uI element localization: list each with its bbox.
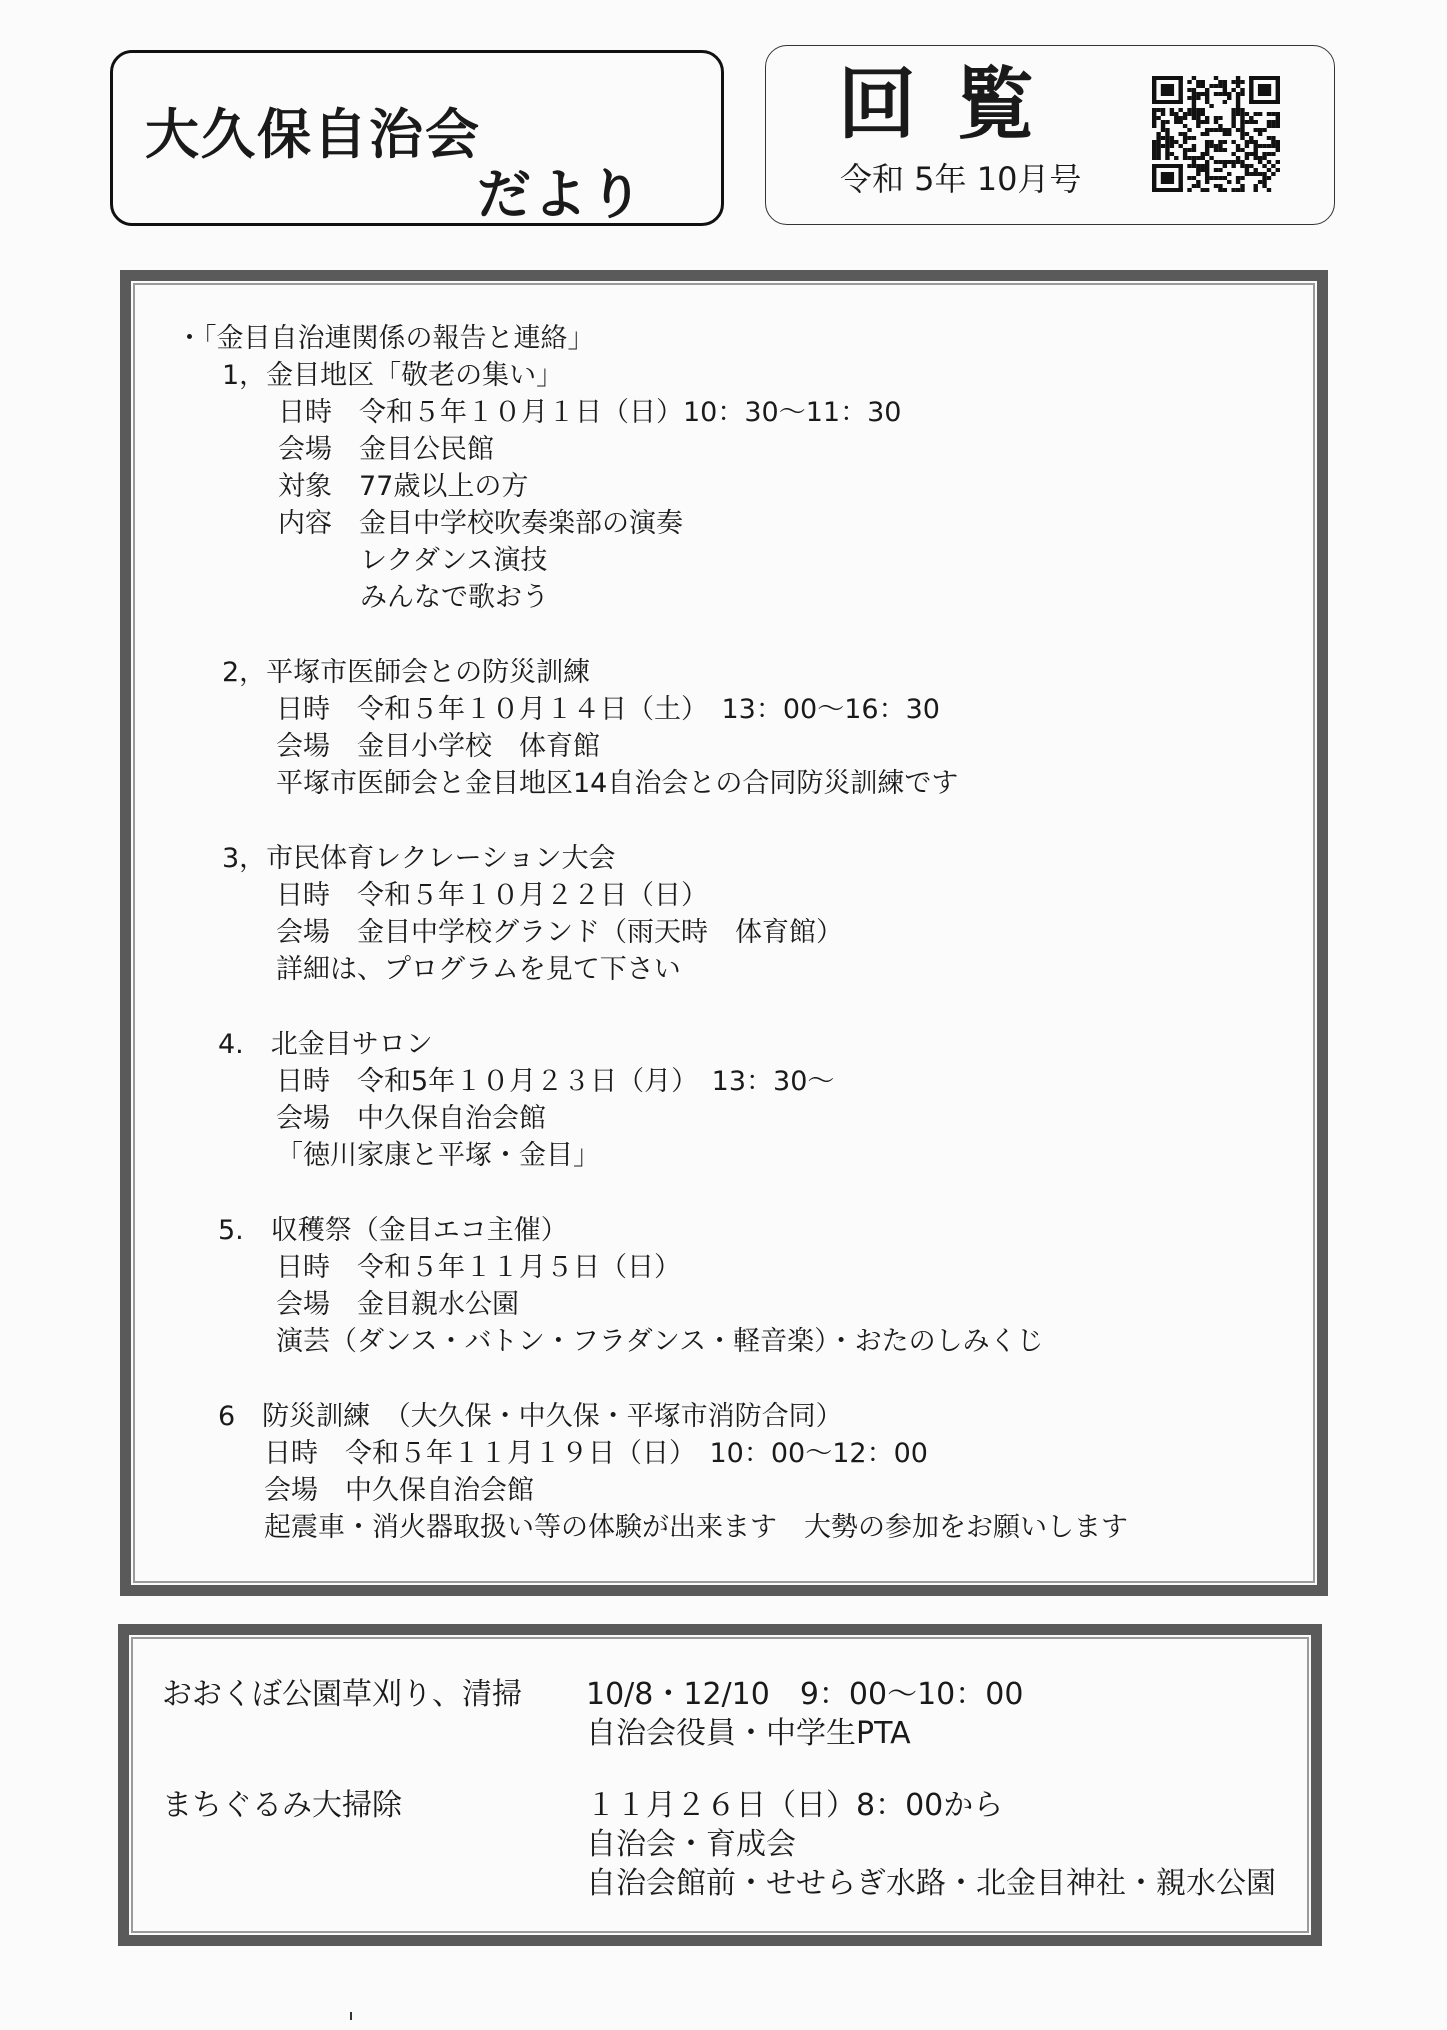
event-label: おおくぼ公園草刈り、清掃 bbox=[162, 1677, 522, 1712]
item-line: 会場 中久保自治会館 bbox=[276, 1103, 546, 1134]
item-title: 1，金目地区「敬老の集い」 bbox=[222, 360, 564, 391]
newsletter-title-line1: 大久保自治会 bbox=[145, 103, 481, 166]
item-title: 4. 北金目サロン bbox=[218, 1029, 433, 1060]
item-line: 詳細は、プログラムを見て下さい bbox=[276, 954, 681, 985]
item-line: 会場 金目親水公園 bbox=[276, 1289, 519, 1320]
item-title: 3，市民体育レクレーション大会 bbox=[222, 843, 616, 874]
item-line: 会場 金目中学校グランド（雨天時 体育館） bbox=[276, 917, 843, 948]
issue-date: 令和 5年 10月号 bbox=[840, 160, 1082, 198]
item-line: 演芸（ダンス・バトン・フラダンス・軽音楽）・おたのしみくじ bbox=[276, 1326, 1044, 1357]
event-detail: 自治会役員・中学生PTA bbox=[586, 1716, 911, 1751]
item-line: 会場 金目小学校 体育館 bbox=[276, 731, 600, 762]
item-line: 日時 令和5年１０月２３日（月） 13：30～ bbox=[276, 1066, 835, 1097]
qr-code-icon bbox=[1152, 76, 1280, 192]
item-line: 起震車・消火器取扱い等の体験が出来ます 大勢の参加をお願いします bbox=[264, 1512, 1128, 1543]
event-detail: １１月２６日（日）8：00から bbox=[586, 1788, 1004, 1823]
item-line: 会場 金目公民館 bbox=[278, 434, 494, 465]
stray-mark bbox=[350, 2012, 352, 2020]
event-label: まちぐるみ大掃除 bbox=[162, 1788, 402, 1823]
circulation-label: 回覧 bbox=[838, 60, 1075, 150]
item-line: 日時 令和５年１０月１日（日）10：30～11：30 bbox=[278, 397, 902, 428]
item-line: 「徳川家康と平塚・金目」 bbox=[276, 1140, 600, 1171]
item-line: 対象 77歳以上の方 bbox=[278, 471, 529, 502]
item-line: 日時 令和５年１０月１４日（土） 13：00～16：30 bbox=[276, 694, 940, 725]
item-title: 2，平塚市医師会との防災訓練 bbox=[222, 657, 591, 688]
event-detail: 自治会館前・せせらぎ水路・北金目神社・親水公園 bbox=[586, 1866, 1276, 1901]
event-detail: 自治会・育成会 bbox=[586, 1827, 796, 1862]
item-line: 日時 令和５年１１月５日（日） bbox=[276, 1252, 681, 1283]
item-line: 平塚市医師会と金目地区14自治会との合同防災訓練です bbox=[276, 768, 959, 799]
newsletter-title-line2: だより bbox=[477, 163, 645, 226]
item-line: 日時 令和５年１０月２２日（日） bbox=[276, 880, 708, 911]
item-line: 日時 令和５年１１月１９日（日） 10：00～12：00 bbox=[264, 1438, 928, 1469]
section-heading: ・「金目自治連関係の報告と連絡」 bbox=[176, 323, 595, 354]
item-title: 6 防災訓練 （大久保・中久保・平塚市消防合同） bbox=[218, 1401, 843, 1432]
item-line: レクダンス演技 bbox=[360, 545, 548, 576]
item-line: みんなで歌おう bbox=[360, 582, 549, 613]
item-line: 会場 中久保自治会館 bbox=[264, 1475, 534, 1506]
event-detail: 10/8・12/10 9：00～10：00 bbox=[586, 1677, 1024, 1712]
item-title: 5. 収穫祭（金目エコ主催） bbox=[218, 1215, 568, 1246]
item-line: 内容 金目中学校吹奏楽部の演奏 bbox=[278, 508, 683, 539]
